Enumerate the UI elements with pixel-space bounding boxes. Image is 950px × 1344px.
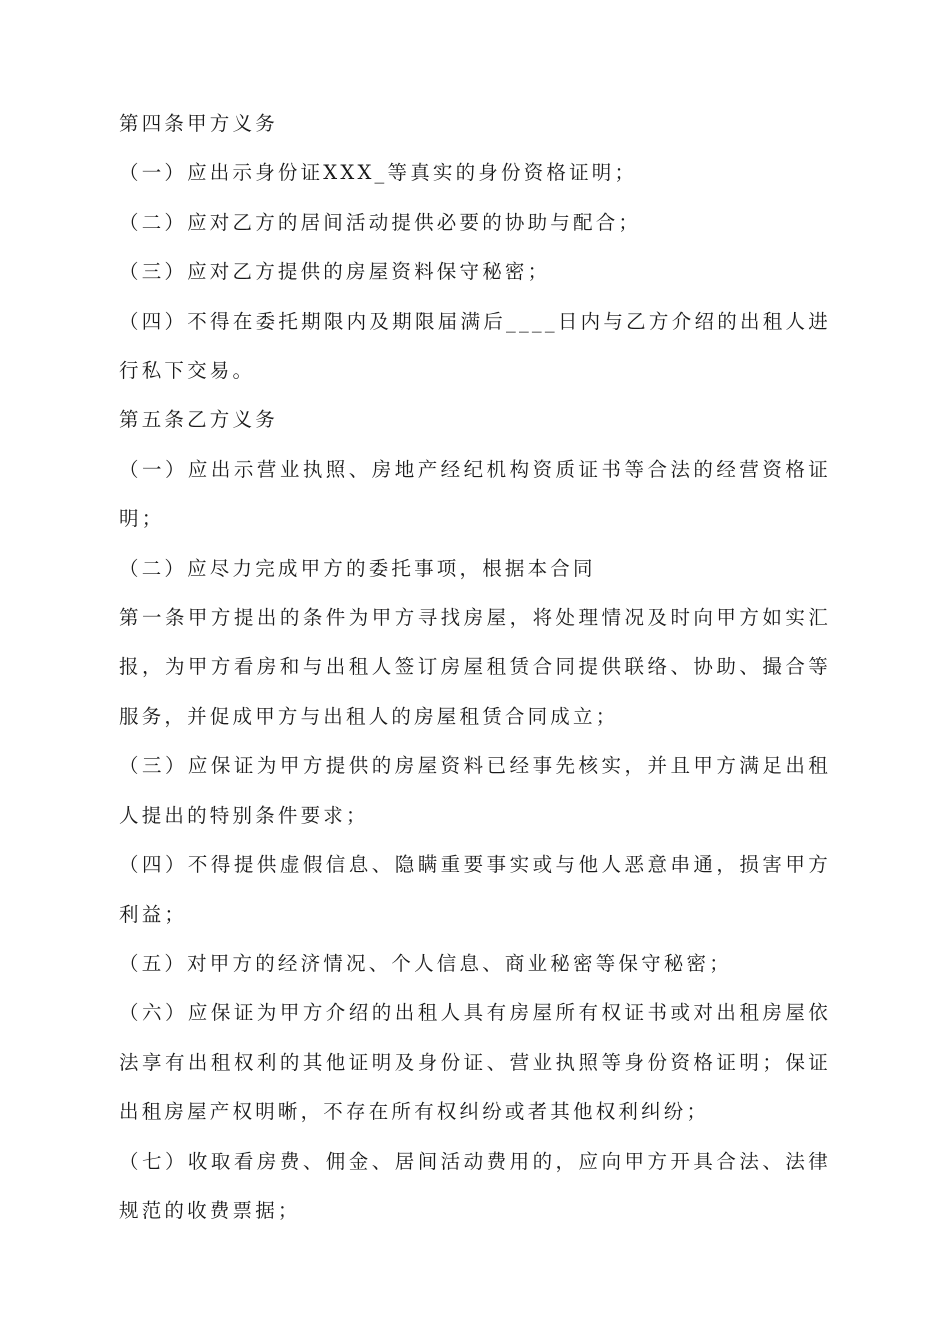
article-5-clause-4: （四）不得提供虚假信息、隐瞒重要事实或与他人恶意串通，损害甲方利益； [119, 853, 831, 926]
article-5-clause-3: （三）应保证为甲方提供的房屋资料已经事先核实，并且甲方满足出租人提出的特别条件要求； [119, 754, 831, 827]
article-5-clause-2-continued: 第一条甲方提出的条件为甲方寻找房屋，将处理情况及时向甲方如实汇报，为甲方看房和与出租人签订房屋租赁合同提供联络、协助、撮合等服务，并促成甲方与出租人的房屋租赁合同成立； [119, 606, 831, 728]
article-5-clause-6: （六）应保证为甲方介绍的出租人具有房屋所有权证书或对出租房屋依法享有出租权利的其他证明及身份证、营业执照等身份资格证明；保证出租房屋产权明晰，不存在所有权纠纷或者其他权利纠纷； [119, 1001, 831, 1124]
document-page [119, 99, 831, 1235]
article-5-clause-1: （一）应出示营业执照、房地产经纪机构资质证书等合法的经营资格证明； [119, 457, 831, 531]
article-5-heading: 第五条乙方义务 [119, 408, 278, 432]
article-5-clause-5: （五）对甲方的经济情况、个人信息、商业秘密等保守秘密； [119, 951, 732, 975]
article-4-clause-1: （一）应出示身份证XXX_等真实的身份资格证明； [119, 161, 638, 185]
article-4-heading: 第四条甲方义务 [119, 112, 278, 135]
article-4-clause-4: （四）不得在委托期限内及期限届满后____日内与乙方介绍的出租人进行私下交易。 [119, 309, 831, 383]
article-5-clause-7: （七）收取看房费、佣金、居间活动费用的，应向甲方开具合法、法律规范的收费票据； [119, 1149, 831, 1222]
article-4-clause-2: （二）应对乙方的居间活动提供必要的协助与配合； [119, 210, 642, 234]
article-4-clause-3: （三）应对乙方提供的房屋资料保守秘密； [119, 260, 551, 284]
article-5-clause-2: （二）应尽力完成甲方的委托事项，根据本合同 [119, 556, 596, 580]
